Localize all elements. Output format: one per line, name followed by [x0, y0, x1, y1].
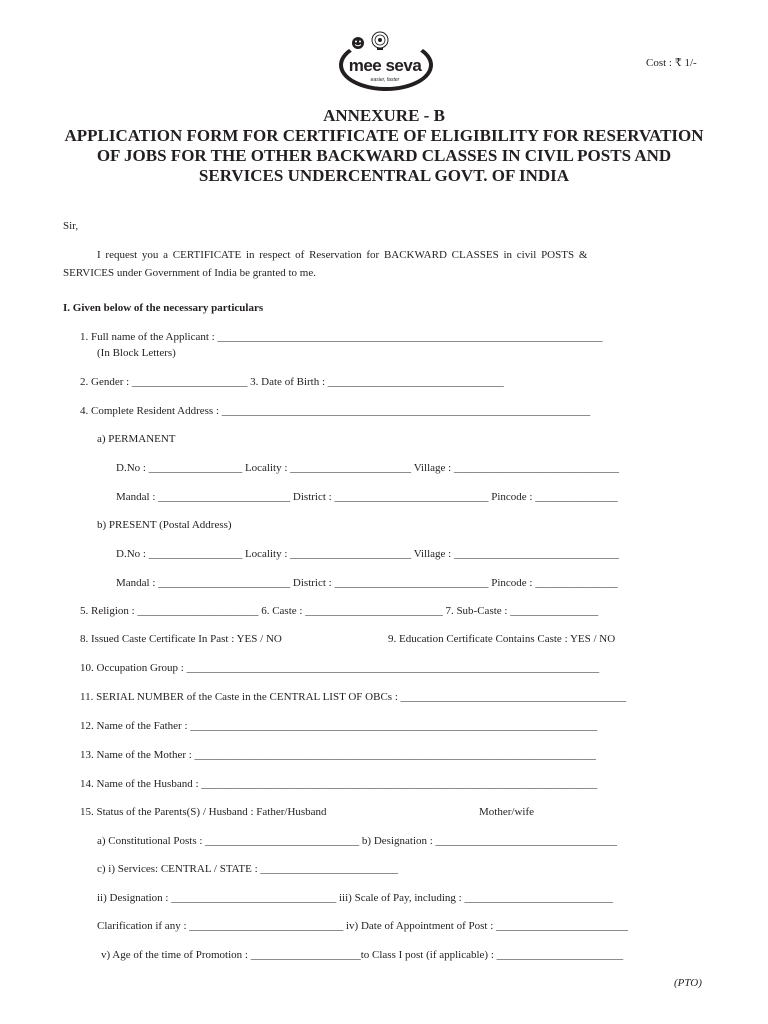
salutation: Sir,	[63, 220, 79, 232]
services-field[interactable]: c) i) Services: CENTRAL / STATE : _________________________	[97, 863, 398, 875]
mother-name-field[interactable]: 13. Name of the Mother : _________________________________________________________________________	[80, 749, 597, 761]
mother-wife-label: Mother/wife	[479, 806, 534, 818]
husband-name-field[interactable]: 14. Name of the Husband : ________________________________________________________________________	[80, 778, 598, 790]
mee-seva-logo	[337, 31, 433, 91]
pto-label: (PTO)	[674, 977, 702, 989]
present-mandal-district-pincode[interactable]: Mandal : ________________________ District : ____________________________ Pincode : _______________	[116, 577, 618, 589]
request-line2: SERVICES under Government of India be granted to me.	[63, 267, 316, 279]
promotion-age-field[interactable]: v) Age of the time of Promotion : ____________________to Class I post (if applicable) : _______________________	[101, 949, 624, 961]
religion-caste-subcaste-field[interactable]: 5. Religion : ______________________ 6. Caste : _________________________ 7. Sub-Caste : ________________	[80, 605, 599, 617]
father-name-field[interactable]: 12. Name of the Father : __________________________________________________________________________	[80, 720, 598, 732]
education-certificate-caste-field[interactable]: 9. Education Certificate Contains Caste : YES / NO	[388, 633, 616, 645]
request-line1: I request you a CERTIFICATE in respect of Reservation for BACKWARD CLASSES in civil POSTS &	[97, 249, 588, 261]
present-dno-locality-village[interactable]: D.No : _________________ Locality : ______________________ Village : ______________________________	[116, 548, 619, 560]
form-title-line3: SERVICES UNDERCENTRAL GOVT. OF INDIA	[198, 166, 570, 185]
logo-tagline: easier, faster	[370, 77, 400, 83]
clarification-appointment-field[interactable]: Clarification if any : ____________________________ iv) Date of Appointment of Post : ________________________	[97, 920, 629, 932]
permanent-mandal-district-pincode[interactable]: Mandal : ________________________ District : ____________________________ Pincode : _______________	[116, 491, 618, 503]
gender-dob-field[interactable]: 2. Gender : _____________________ 3. Date of Birth : ________________________________	[80, 376, 504, 388]
form-title-line2: OF JOBS FOR THE OTHER BACKWARD CLASSES IN CIVIL POSTS AND	[96, 146, 672, 165]
full-name-field[interactable]: 1. Full name of the Applicant : ______________________________________________________________________	[80, 331, 603, 343]
designation-scale-field[interactable]: ii) Designation : ______________________________ iii) Scale of Pay, including : ___________________________	[97, 892, 613, 904]
present-label: b) PRESENT (Postal Address)	[97, 519, 232, 531]
address-field[interactable]: 4. Complete Resident Address : ___________________________________________________________________	[80, 405, 591, 417]
permanent-dno-locality-village[interactable]: D.No : _________________ Locality : ______________________ Village : ______________________________	[116, 462, 619, 474]
serial-number-field[interactable]: 11. SERIAL NUMBER of the Caste in the CENTRAL LIST OF OBCs : _________________________________________	[80, 691, 627, 703]
cost-label: Cost : ₹ 1/-	[646, 57, 697, 69]
constitutional-posts-field[interactable]: a) Constitutional Posts : ____________________________ b) Designation : _________________________________	[97, 835, 618, 847]
logo-text: mee seva	[348, 56, 422, 75]
occupation-group-field[interactable]: 10. Occupation Group : ___________________________________________________________________________	[80, 662, 600, 674]
issued-caste-certificate-field[interactable]: 8. Issued Caste Certificate In Past : YES / NO	[80, 633, 282, 645]
parents-status-label: 15. Status of the Parents(S) / Husband : Father/Husband	[80, 806, 327, 818]
annexure-title: ANNEXURE - B	[323, 106, 445, 125]
form-title-line1: APPLICATION FORM FOR CERTIFICATE OF ELIGIBILITY FOR RESERVATION	[64, 126, 704, 145]
permanent-label: a) PERMANENT	[97, 433, 176, 445]
section-heading: I. Given below of the necessary particulars	[63, 302, 264, 314]
block-letters-note: (In Block Letters)	[97, 347, 176, 359]
